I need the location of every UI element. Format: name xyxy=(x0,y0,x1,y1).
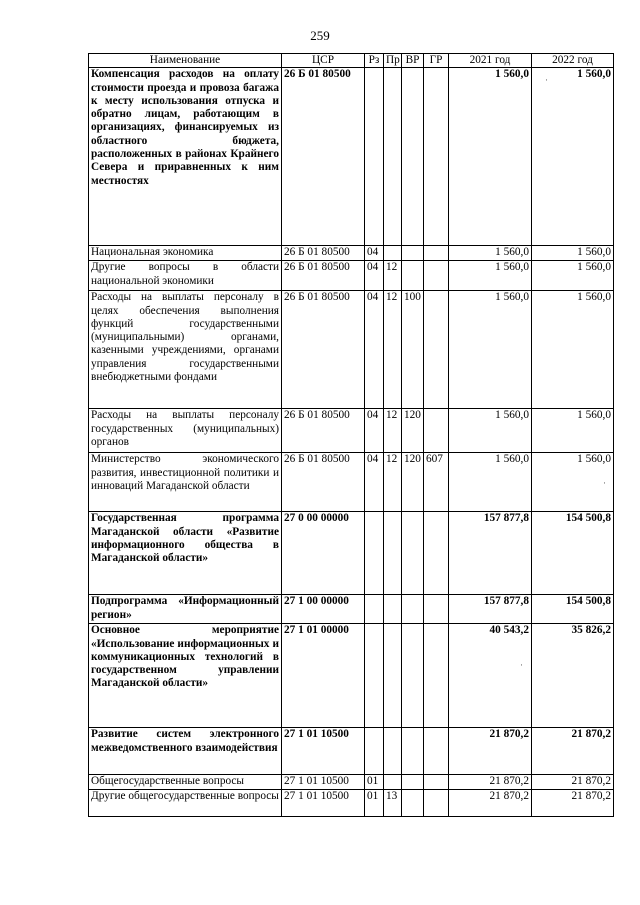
table-cell-2022: 154 500,8 xyxy=(532,512,614,595)
table-cell-vr: 100 xyxy=(402,291,424,409)
table-cell-rz xyxy=(365,512,384,595)
table-cell-rz: 01 xyxy=(365,790,384,817)
table-row xyxy=(89,291,614,409)
scan-speck: · xyxy=(520,660,523,670)
table-cell-2021: 1 560,0 xyxy=(449,291,532,409)
table-cell-vr xyxy=(402,512,424,595)
table-cell-gr xyxy=(424,728,449,775)
budget-table xyxy=(88,53,614,817)
column-header-2022: 2022 год xyxy=(532,54,614,68)
table-cell-2021: 1 560,0 xyxy=(449,409,532,453)
table-cell-rz: 01 xyxy=(365,775,384,790)
table-cell-csr: 27 0 00 00000 xyxy=(282,512,365,595)
table-cell-gr xyxy=(424,790,449,817)
table-cell-gr xyxy=(424,775,449,790)
table-cell-name: Расходы на выплаты персоналу в целях обеспечения выполнения функций государственными (муниципальными) органами, казенными учреждениями, органами управления государственными внебюджетными фондами xyxy=(89,291,282,409)
table-cell-vr xyxy=(402,246,424,261)
table-cell-2021: 1 560,0 xyxy=(449,261,532,291)
column-header-gr: ГР xyxy=(424,54,449,68)
table-cell-name: Компенсация расходов на оплату стоимости проезда и провоза багажа к месту использования отпуска и обратно лицам, работающим в организациях, финансируемых из областного бюджета, расположенных в районах Крайнего Севера и приравненных к ним местностях xyxy=(89,68,282,246)
column-header-2021: 2021 год xyxy=(449,54,532,68)
table-cell-2022: 1 560,0 xyxy=(532,68,614,246)
table-cell-vr xyxy=(402,261,424,291)
table-row xyxy=(89,453,614,512)
table-row xyxy=(89,790,614,817)
table-cell-name: Развитие систем электронного межведомственного взаимодействия xyxy=(89,728,282,775)
table-cell-2022: 35 826,2 xyxy=(532,624,614,728)
table-cell-csr: 27 1 01 10500 xyxy=(282,775,365,790)
table-cell-pr: 12 xyxy=(384,409,402,453)
table-row xyxy=(89,246,614,261)
table-cell-2022: 1 560,0 xyxy=(532,261,614,291)
table-cell-2021: 21 870,2 xyxy=(449,790,532,817)
table-cell-csr: 26 Б 01 80500 xyxy=(282,291,365,409)
table-cell-csr: 26 Б 01 80500 xyxy=(282,409,365,453)
table-cell-2021: 21 870,2 xyxy=(449,775,532,790)
table-cell-2022: 1 560,0 xyxy=(532,246,614,261)
table-cell-rz xyxy=(365,624,384,728)
column-header-rz: Рз xyxy=(365,54,384,68)
table-cell-pr: 12 xyxy=(384,261,402,291)
table-cell-csr: 26 Б 01 80500 xyxy=(282,453,365,512)
table-cell-gr xyxy=(424,512,449,595)
table-cell-2022: 21 870,2 xyxy=(532,790,614,817)
table-row xyxy=(89,409,614,453)
table-cell-pr xyxy=(384,68,402,246)
table-cell-vr xyxy=(402,68,424,246)
table-cell-pr xyxy=(384,512,402,595)
table-cell-2022: 154 500,8 xyxy=(532,595,614,624)
table-cell-rz: 04 xyxy=(365,261,384,291)
table-cell-2021: 157 877,8 xyxy=(449,512,532,595)
table-cell-2021: 1 560,0 xyxy=(449,246,532,261)
scan-speck: · xyxy=(603,478,606,488)
table-cell-pr: 12 xyxy=(384,453,402,512)
table-cell-name: Министерство экономического развития, инвестиционной политики и инноваций Магаданской области xyxy=(89,453,282,512)
table-cell-gr xyxy=(424,291,449,409)
table-cell-2021: 1 560,0 xyxy=(449,68,532,246)
table-cell-2021: 40 543,2 xyxy=(449,624,532,728)
table-row xyxy=(89,624,614,728)
scan-speck: · xyxy=(545,75,548,85)
table-cell-rz: 04 xyxy=(365,246,384,261)
table-cell-2021: 157 877,8 xyxy=(449,595,532,624)
table-cell-gr xyxy=(424,409,449,453)
table-cell-csr: 26 Б 01 80500 xyxy=(282,261,365,291)
table-cell-csr: 26 Б 01 80500 xyxy=(282,246,365,261)
table-cell-2022: 1 560,0 xyxy=(532,291,614,409)
table-cell-2021: 21 870,2 xyxy=(449,728,532,775)
table-cell-rz xyxy=(365,728,384,775)
column-header-pr: Пр xyxy=(384,54,402,68)
table-row xyxy=(89,775,614,790)
column-header-vr: ВР xyxy=(402,54,424,68)
table-cell-vr xyxy=(402,728,424,775)
table-cell-gr: 607 xyxy=(424,453,449,512)
table-cell-pr: 13 xyxy=(384,790,402,817)
table-cell-vr: 120 xyxy=(402,453,424,512)
table-cell-name: Расходы на выплаты персоналу государственных (муниципальных) органов xyxy=(89,409,282,453)
table-cell-gr xyxy=(424,595,449,624)
table-cell-pr xyxy=(384,728,402,775)
table-cell-vr: 120 xyxy=(402,409,424,453)
table-cell-pr xyxy=(384,775,402,790)
table-row xyxy=(89,728,614,775)
page-number: 259 xyxy=(310,28,330,43)
table-cell-name: Общегосударственные вопросы xyxy=(89,775,282,790)
table-cell-pr: 12 xyxy=(384,291,402,409)
table-cell-name: Подпрограмма «Информационный регион» xyxy=(89,595,282,624)
table-cell-rz xyxy=(365,595,384,624)
table-cell-gr xyxy=(424,624,449,728)
table-cell-2021: 1 560,0 xyxy=(449,453,532,512)
table-cell-gr xyxy=(424,261,449,291)
table-cell-2022: 21 870,2 xyxy=(532,775,614,790)
table-cell-vr xyxy=(402,624,424,728)
table-cell-vr xyxy=(402,775,424,790)
table-cell-pr xyxy=(384,624,402,728)
table-cell-pr xyxy=(384,246,402,261)
table-cell-rz: 04 xyxy=(365,409,384,453)
table-cell-rz xyxy=(365,68,384,246)
table-cell-csr: 27 1 01 10500 xyxy=(282,790,365,817)
table-cell-pr xyxy=(384,595,402,624)
table-cell-gr xyxy=(424,68,449,246)
table-row xyxy=(89,68,614,246)
column-header-csr: ЦСР xyxy=(282,54,365,68)
table-cell-rz: 04 xyxy=(365,291,384,409)
column-header-name: Наименование xyxy=(89,54,282,68)
table-cell-csr: 27 1 01 10500 xyxy=(282,728,365,775)
table-row xyxy=(89,261,614,291)
table-cell-2022: 1 560,0 xyxy=(532,409,614,453)
table-cell-name: Государственная программа Магаданской области «Развитие информационного общества в Магаданской области» xyxy=(89,512,282,595)
table-cell-2022: 21 870,2 xyxy=(532,728,614,775)
table-cell-vr xyxy=(402,595,424,624)
table-row xyxy=(89,595,614,624)
table-cell-gr xyxy=(424,246,449,261)
table-cell-name: Другие общегосударственные вопросы xyxy=(89,790,282,817)
table-row xyxy=(89,512,614,595)
table-cell-vr xyxy=(402,790,424,817)
table-cell-csr: 26 Б 01 80500 xyxy=(282,68,365,246)
table-cell-name: Национальная экономика xyxy=(89,246,282,261)
table-header-row xyxy=(89,54,614,68)
table-cell-name: Другие вопросы в области национальной экономики xyxy=(89,261,282,291)
table-cell-csr: 27 1 01 00000 xyxy=(282,624,365,728)
table-cell-rz: 04 xyxy=(365,453,384,512)
table-cell-csr: 27 1 00 00000 xyxy=(282,595,365,624)
table-cell-2022: 1 560,0 xyxy=(532,453,614,512)
table-cell-name: Основное мероприятие «Использование информационных и коммуникационных технологий в государственном управлении Магаданской области» xyxy=(89,624,282,728)
